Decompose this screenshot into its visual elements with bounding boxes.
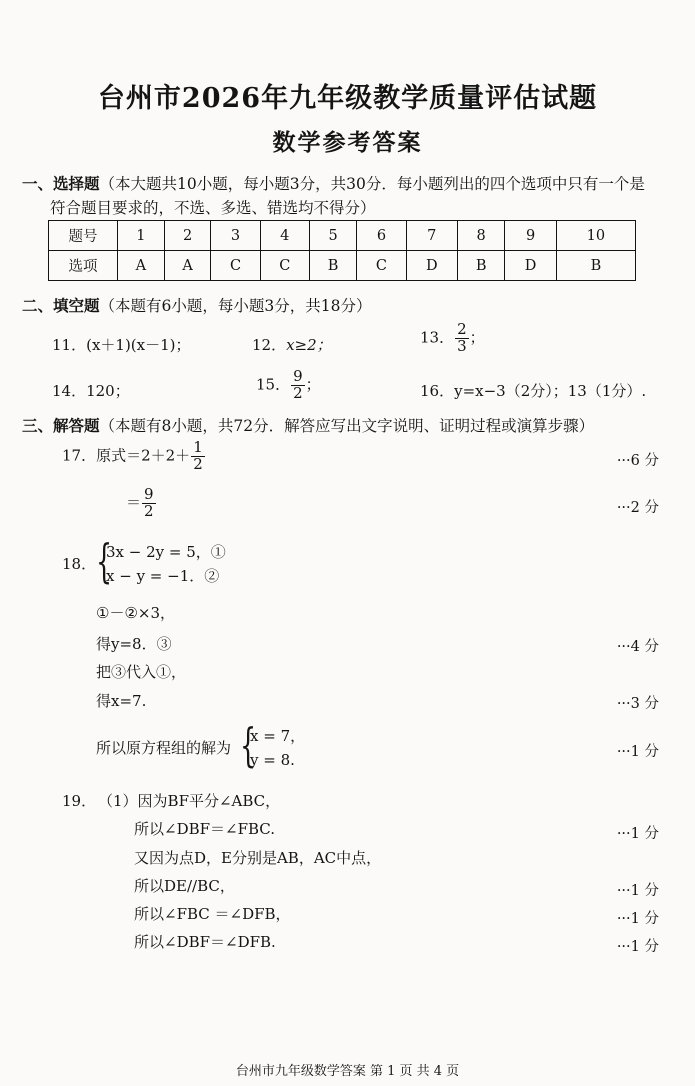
q15-tail: ； [305,375,321,394]
table-answer-cell: B [556,251,635,281]
q17-line1-denominator: 2 [193,454,203,473]
q19-line1: （1）因为BF平分∠ABC， [98,792,281,810]
q18-conclusion: 所以原方程组的解为 [96,739,232,757]
q16-answer: y=x−3（2分）；13（1分）. [454,382,647,400]
q19-line3: 又因为点D，E分别是AB，AC中点， [134,849,382,867]
q14 [52,380,130,401]
q17-line2-text: ＝ [126,493,142,512]
q17-line1-fraction [191,440,205,473]
q18-label: 18． [62,555,97,573]
q12-label: 12． [252,336,287,354]
section3-desc: （本题有8小题，共72分．解答应写出文字说明、证明过程或演算步骤） [99,417,595,435]
answer-table-number-row [49,221,636,251]
q15 [256,369,321,402]
q18-equation-1: 3x − 2y = 5，① [106,543,226,561]
page-subtitle: 数学参考答案 [272,129,423,156]
q18-solution [250,724,305,772]
table-answer-cell: B [457,251,504,281]
q15-numerator: 9 [293,367,303,385]
q17-line2-score: ···2 分 [616,500,659,516]
q13 [420,322,485,355]
q13-fraction [455,322,469,355]
answer-table-answer-row [49,251,636,281]
q15-label: 15． [256,375,291,394]
q17-line1-numerator: 1 [193,438,203,456]
table-answer-cell: D [505,251,556,281]
section1-desc-line1: （本大题共10小题，每小题3分，共30分．每小题列出的四个选项中只有一个是 [99,175,645,193]
q16 [420,380,646,401]
table-answer-cell: B [309,251,356,281]
table-number-cell: 10 [556,221,635,251]
q17-line2-fraction [142,487,156,520]
section2-desc: （本题有6小题，每小题3分，共18分） [99,297,372,315]
q14-answer: 120； [86,382,130,400]
table-answer-label: 选项 [49,251,118,281]
q13-tail: ； [469,328,485,347]
q17-line2-numerator: 9 [144,485,154,503]
q18-step1: ①－②×3， [96,604,176,622]
q18-solution-brace: { [240,718,257,772]
q18-solution-x: x = 7， [250,727,306,745]
q19-line5: 所以∠FBC ＝∠DFB， [134,905,291,923]
q13-numerator: 2 [457,320,467,338]
section1-heading: 一、选择题 [22,174,100,193]
table-answer-cell: C [357,251,406,281]
q13-label: 13． [420,328,455,347]
section1-desc-line2: 符合题目要求的，不选、多选、错选均不得分） [50,199,376,217]
q18-step4-score: ···3 分 [616,696,659,712]
q19-label: 19． [62,792,97,810]
table-number-cell: 8 [457,221,504,251]
q11-answer: (x＋1)(x－1)； [86,336,191,354]
section2-header [22,294,371,316]
table-header-label: 题号 [49,221,118,251]
table-number-cell: 3 [211,221,260,251]
q11 [52,334,191,355]
table-answer-cell: A [118,251,165,281]
q18-system [106,540,226,588]
page-footer: 台州市九年级数学答案 第 1 页 共 4 页 [235,1064,460,1079]
q11-label: 11． [52,336,87,354]
q12 [252,334,332,355]
table-number-cell: 5 [309,221,356,251]
q15-fraction [291,369,305,402]
q12-answer: x≥2； [286,336,332,354]
q19-line2-score: ···1 分 [616,826,659,842]
q18-step3: 把③代入①， [96,663,187,681]
q18-system-brace: { [96,534,113,588]
table-number-cell: 9 [505,221,556,251]
section3-header [22,414,594,436]
table-answer-cell: D [406,251,457,281]
table-number-cell: 1 [118,221,165,251]
q19-line4: 所以DE//BC， [134,877,235,895]
q17-label: 17． [62,446,97,465]
q15-denominator: 2 [293,383,303,402]
q17-line2 [126,487,157,520]
q19-line6-score: ···1 分 [616,939,659,955]
q17-line1-score: ···6 分 [616,453,659,469]
section1-line1 [22,172,645,194]
q19-line2: 所以∠DBF＝∠FBC. [134,820,276,838]
q17-line1 [62,440,206,473]
q14-label: 14． [52,382,87,400]
q19-line5-score: ···1 分 [616,911,659,927]
page-title: 台州市2026年九年级教学质量评估试题 [97,83,598,114]
q18-step4: 得x=7. [96,692,147,710]
answer-table [48,220,636,281]
table-number-cell: 4 [260,221,309,251]
table-answer-cell: C [211,251,260,281]
section2-heading: 二、填空题 [22,296,100,315]
q18-conclusion-score: ···1 分 [616,744,659,760]
section3-heading: 三、解答题 [22,416,100,435]
table-number-cell: 2 [164,221,211,251]
table-number-cell: 7 [406,221,457,251]
q18-step2: 得y=8．③ [96,635,172,653]
q19-line4-score: ···1 分 [616,883,659,899]
q13-denominator: 3 [457,336,467,355]
table-answer-cell: A [164,251,211,281]
q19-line6: 所以∠DBF＝∠DFB. [134,933,276,951]
table-number-cell: 6 [357,221,406,251]
q16-label: 16． [420,382,455,400]
q18-equation-2: x − y = −1．② [106,567,220,585]
q17-line1-text: 原式＝2＋2＋ [96,446,191,465]
q18-step2-score: ···4 分 [616,639,659,655]
table-answer-cell: C [260,251,309,281]
q18-solution-y: y = 8. [250,751,295,769]
q17-line2-denominator: 2 [144,501,154,520]
